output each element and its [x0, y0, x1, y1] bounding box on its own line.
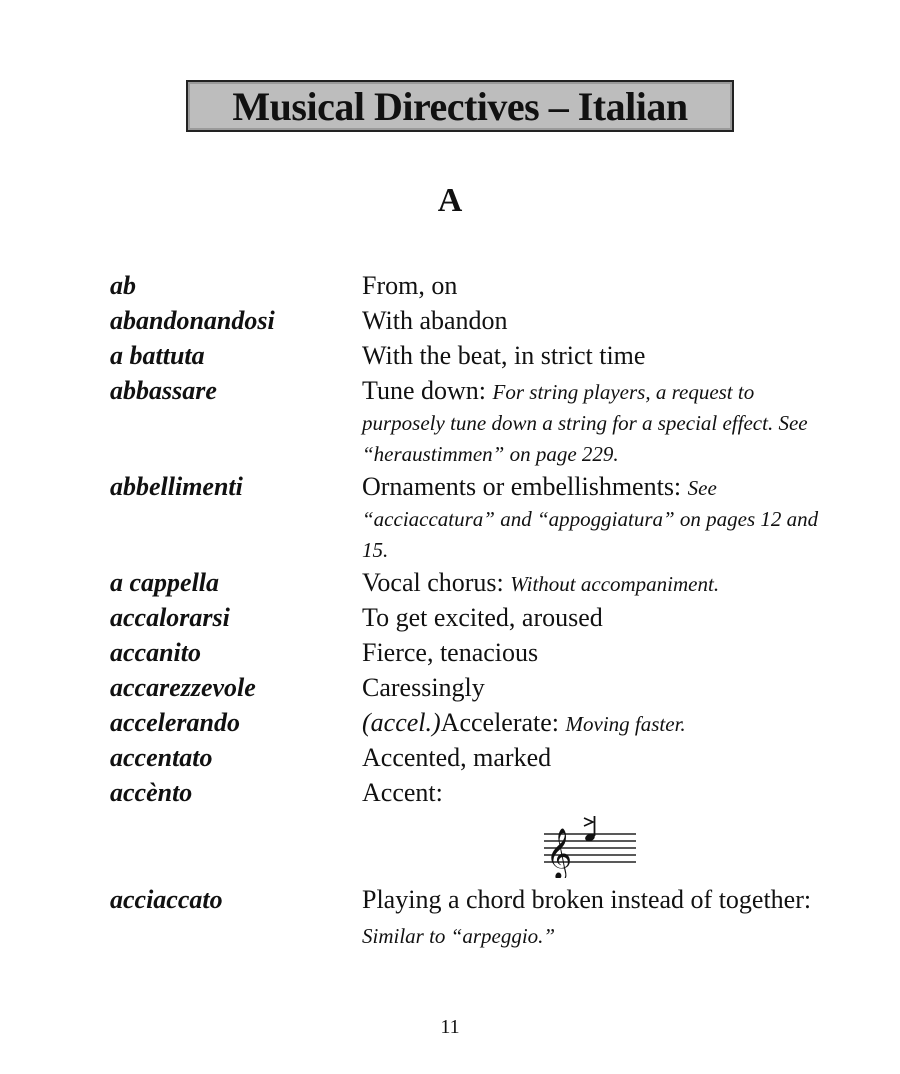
entry-acciaccato — [110, 882, 830, 952]
entry-definition: Ornaments or embellishments: — [362, 472, 682, 501]
entry-term: accentato — [110, 743, 213, 772]
page-title: Musical Directives – Italian — [232, 83, 688, 129]
entry-term: ab — [110, 271, 136, 300]
entry-definition-block — [362, 373, 822, 469]
entry-definition-block — [362, 469, 822, 565]
accent-example — [110, 810, 830, 882]
entry-note: For string players, a request to purposely tune down a string for a special effect. See “heraustimmen” on page 229. — [362, 380, 808, 466]
entry-term: abbassare — [110, 376, 217, 405]
entry-list — [110, 268, 830, 952]
page-number: 11 — [440, 1016, 460, 1038]
entry-accalorarsi — [110, 600, 830, 635]
entry-term: accarezzevole — [110, 673, 256, 702]
entry-accentato — [110, 740, 830, 775]
entry-accarezzevole — [110, 670, 830, 705]
entry-a-battuta — [110, 338, 830, 373]
entry-definition: Accented, marked — [362, 743, 552, 772]
entry-definition: Fierce, tenacious — [362, 638, 539, 667]
entry-definition: From, on — [362, 271, 458, 300]
entry-definition-block — [362, 705, 822, 740]
entry-abbassare — [110, 373, 830, 469]
entry-definition: With abandon — [362, 306, 508, 335]
entry-term: accènto — [110, 778, 193, 807]
section-letter: A — [437, 182, 463, 219]
entry-note: See “acciaccatura” and “appoggiatura” on pages 12 and 15. — [362, 476, 819, 562]
entry-term: abbellimenti — [110, 472, 243, 501]
entry-abbreviation: (accel.) — [362, 708, 441, 737]
entry-definition: Tune down: — [362, 376, 487, 405]
entry-term: acciaccato — [110, 885, 223, 914]
entry-definition: Vocal chorus: — [362, 568, 504, 597]
entry-definition-block — [362, 882, 822, 952]
entry-term: a battuta — [110, 341, 205, 370]
entry-note: Similar to “arpeggio.” — [362, 924, 556, 948]
entry-term: abandonandosi — [110, 306, 275, 335]
entry-a-cappella — [110, 565, 830, 600]
svg-text:𝄞: 𝄞 — [546, 828, 573, 878]
treble-staff-accent-note-icon — [540, 814, 640, 878]
title-box — [186, 80, 734, 132]
entry-definition: To get excited, aroused — [362, 603, 603, 632]
entry-term: accalorarsi — [110, 603, 230, 632]
entry-accanito — [110, 635, 830, 670]
entry-definition: Accent: — [362, 778, 443, 807]
entry-abandonandosi — [110, 303, 830, 338]
entry-accelerando — [110, 705, 830, 740]
entry-accento — [110, 775, 830, 810]
entry-definition: With the beat, in strict time — [362, 341, 646, 370]
entry-ab — [110, 268, 830, 303]
entry-term: accelerando — [110, 708, 240, 737]
entry-definition: Accelerate: — [440, 708, 560, 737]
entry-term: accanito — [110, 638, 201, 667]
entry-note: Without accompaniment. — [510, 572, 720, 596]
entry-note: Moving faster. — [565, 712, 686, 736]
entry-term: a cappella — [110, 568, 220, 597]
entry-definition: Caressingly — [362, 673, 485, 702]
entry-definition: Playing a chord broken instead of together: — [362, 885, 812, 914]
entry-abbellimenti — [110, 469, 830, 565]
entry-definition-block — [362, 565, 822, 600]
